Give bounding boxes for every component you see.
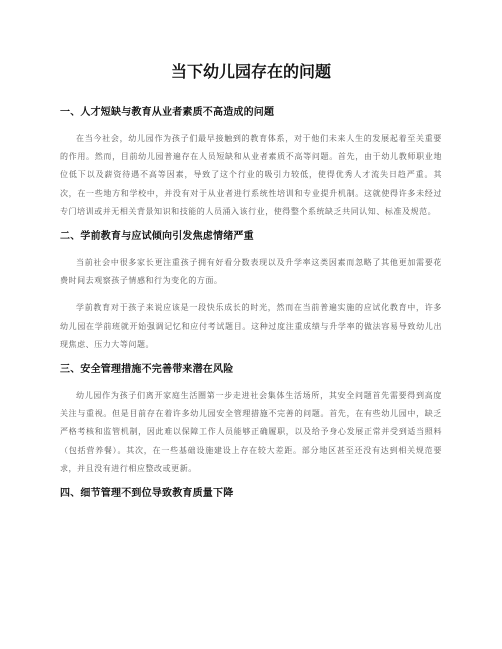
section-heading: 二、学前教育与应试倾向引发焦虑情绪严重: [60, 231, 254, 243]
paragraph: 在当今社会，幼儿园作为孩子们最早接触到的教育体系，对于他们未来人生的发展起着至关重要的作用。然而，目前幼儿园普遍存在人员短缺和从业者素质不高等问题。首先，由于幼儿教师职业地位低下以及薪资待遇不高等因素，导致了这个行业的吸引力较低，使得优秀人才流失日趋严重。其次，在一些地方和学校中，并没有对于从业者进行系统性培训和专业提升机制。这就使得许多未经过专门培训或并无相关背景知识和技能的人员涌入该行业，使得整个系统缺乏共同认知、标准及规范。: [60, 134, 442, 216]
section-1: [60, 106, 442, 221]
paragraph: 幼儿园作为孩子们离开家庭生活圈第一步走进社会集体生活场所，其安全问题首先需要得到高度关注与重视。但是目前存在着许多幼儿园安全管理措施不完善的问题。首先，在有些幼儿园中，缺乏严格考核和监管机制，因此难以保障工作人员能够正确履职，以及给予身心发展正常并受到适当照料（包括营养餐）。其次，在一些基础设施建设上存在较大差距。部分地区甚至还没有达到相关规范要求，并且没有进行相应整改或更新。: [60, 391, 442, 473]
paragraph: 学前教育对于孩子来说应该是一段快乐成长的时光，然而在当前普遍实施的应试化教育中，许多幼儿园在学前班就开始强调记忆和应付考试题目。这种过度注重成绩与升学率的做法容易导致幼儿出现焦虑、压力大等问题。: [60, 303, 442, 349]
section-heading: 一、人才短缺与教育从业者素质不高造成的问题: [60, 107, 275, 118]
paragraph: 当前社会中很多家长更注重孩子拥有好看分数表现以及升学率这类因素而忽略了其他更加需要花费时间去观察孩子情感和行为变化的方面。: [60, 258, 442, 286]
section-4: [60, 487, 442, 501]
section-heading: 三、安全管理措施不完善带来潜在风险: [60, 364, 234, 376]
section-3: [60, 363, 442, 478]
document-title: 当下幼儿园存在的问题: [170, 62, 331, 81]
section-2: [60, 230, 442, 354]
section-heading: 四、细节管理不到位导致教育质量下降: [60, 488, 234, 500]
